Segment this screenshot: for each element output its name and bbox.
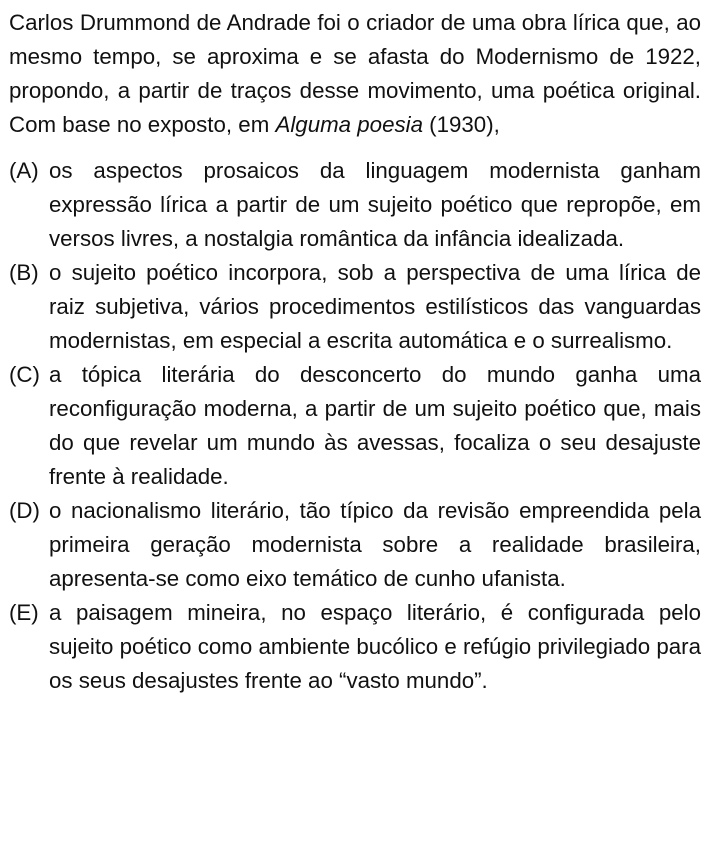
option-a [9,154,701,256]
question-stem [9,6,701,142]
stem-book-title: Alguma poesia [275,112,423,137]
option-e [9,596,701,698]
option-text: o sujeito poético incorpora, sob a perspectiva de uma lírica de raiz subjetiva, vários procedimentos estilísticos das vanguardas modernistas, em especial a escrita automática e o surrealismo. [49,260,701,353]
option-letter: (A) [9,158,39,183]
option-letter: (D) [9,498,40,523]
stem-text: Carlos Drummond de Andrade foi o criador de uma obra lírica que, ao mesmo tempo, se aproxima e se afasta do Modernismo de 1922, propondo, a partir de traços desse movimento, uma poética original. Com base no exposto, em [9,10,701,137]
option-letter: (E) [9,600,39,625]
option-letter: (B) [9,260,39,285]
option-text: os aspectos prosaicos da linguagem modernista ganham expressão lírica a partir de um sujeito poético que repropõe, em versos livres, a nostalgia romântica da infância idealizada. [49,158,701,251]
option-d [9,494,701,596]
option-text: a tópica literária do desconcerto do mundo ganha uma reconfiguração moderna, a partir de um sujeito poético que, mais do que revelar um mundo às avessas, focaliza o seu desajuste frente à realidade. [49,362,701,489]
option-b [9,256,701,358]
option-letter: (C) [9,362,40,387]
option-c [9,358,701,494]
option-text: a paisagem mineira, no espaço literário, é configurada pelo sujeito poético como ambiente bucólico e refúgio privilegiado para os seus desajustes frente ao “vasto mundo”. [49,600,701,693]
stem-suffix: (1930), [422,112,500,137]
option-text: o nacionalismo literário, tão típico da revisão empreendida pela primeira geração modernista sobre a realidade brasileira, apresenta-se como eixo temático de cunho ufanista. [49,498,701,591]
